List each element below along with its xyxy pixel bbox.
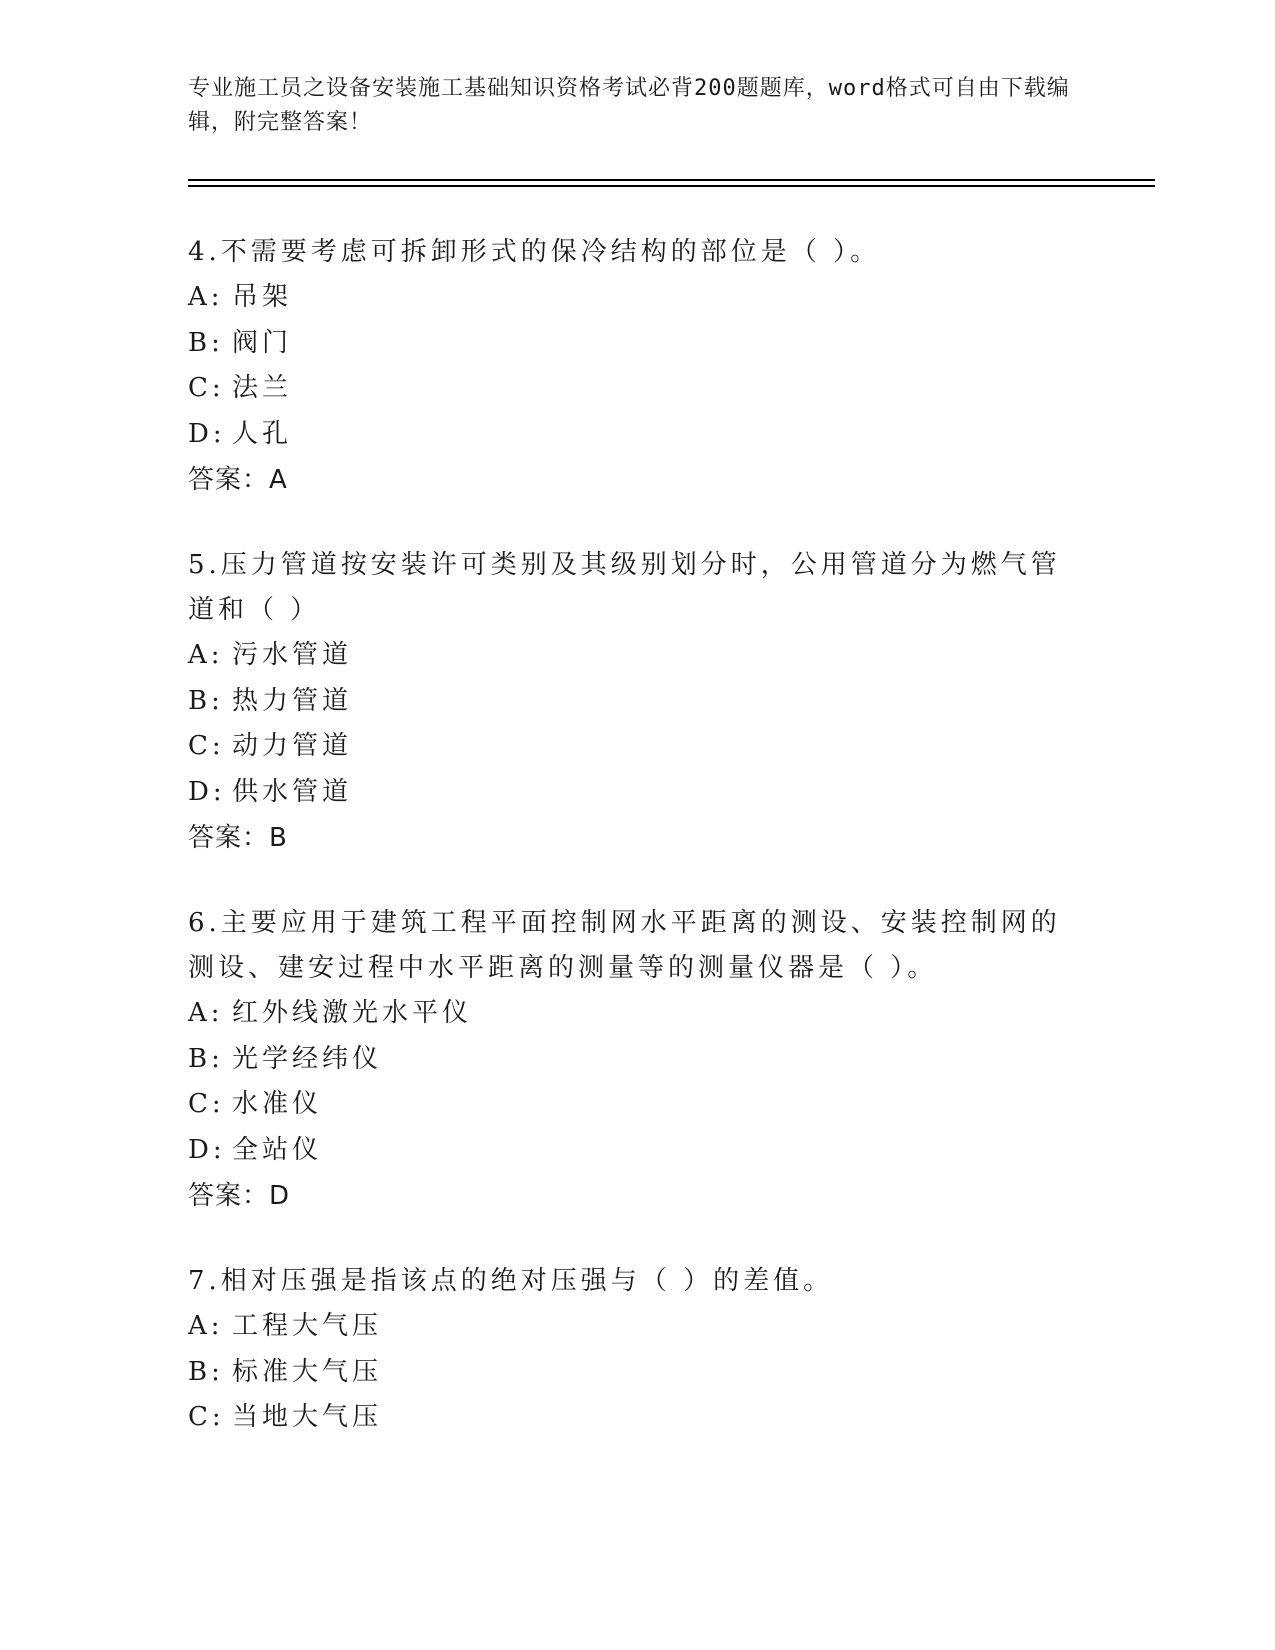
option-a (188, 275, 1088, 321)
option-d (188, 412, 1088, 458)
option-letter: D: (188, 418, 226, 449)
option-text: 人孔 (232, 418, 293, 449)
option-text: 水准仪 (232, 1089, 323, 1119)
option-text: 吊架 (232, 282, 293, 312)
option-letter: C: (188, 373, 225, 403)
option-b (188, 1350, 1088, 1396)
option-text: 当地大气压 (232, 1402, 383, 1432)
question-list (188, 230, 1088, 1481)
option-letter: A: (188, 998, 224, 1028)
option-text: 工程大气压 (232, 1311, 383, 1341)
answer-line: 答案：A (188, 465, 288, 495)
question-6 (188, 901, 1088, 1219)
option-letter: C: (188, 1089, 225, 1119)
document-header: 专业施工员之设备安装施工基础知识资格考试必背200题题库，word格式可自由下载编辑，附完整答案！ (188, 76, 1070, 135)
option-a (188, 633, 1088, 679)
option-c (188, 724, 1088, 770)
option-c (188, 1395, 1088, 1441)
header-rule-bottom (188, 185, 1155, 187)
option-letter: B: (188, 327, 224, 358)
option-text: 供水管道 (232, 776, 353, 807)
option-a (188, 991, 1088, 1037)
option-text: 光学经纬仪 (232, 1043, 383, 1074)
option-text: 污水管道 (232, 640, 353, 670)
option-b (188, 321, 1088, 367)
option-b (188, 1037, 1088, 1083)
option-d (188, 1128, 1088, 1174)
option-letter: D: (188, 776, 226, 807)
question-7 (188, 1259, 1088, 1441)
question-stem: 5.压力管道按安装许可类别及其级别划分时，公用管道分为燃气管道和（ ） (188, 550, 1061, 625)
option-letter: D: (188, 1134, 226, 1165)
option-text: 标准大气压 (232, 1356, 383, 1387)
answer-line: 答案：D (188, 1181, 291, 1211)
option-letter: A: (188, 640, 224, 670)
option-text: 法兰 (232, 373, 293, 403)
option-text: 动力管道 (232, 731, 353, 761)
option-text: 阀门 (232, 327, 293, 358)
question-4 (188, 230, 1088, 503)
option-a (188, 1304, 1088, 1350)
option-letter: B: (188, 685, 224, 716)
question-5 (188, 543, 1088, 861)
option-c (188, 366, 1088, 412)
option-b (188, 679, 1088, 725)
option-text: 全站仪 (232, 1134, 323, 1165)
option-d (188, 770, 1088, 816)
answer-line: 答案：B (188, 823, 288, 853)
option-letter: A: (188, 282, 224, 312)
option-letter: B: (188, 1043, 224, 1074)
option-letter: A: (188, 1311, 224, 1341)
question-stem: 7.相对压强是指该点的绝对压强与（ ）的差值。 (188, 1266, 834, 1296)
option-letter: B: (188, 1356, 224, 1387)
question-stem: 4.不需要考虑可拆卸形式的保冷结构的部位是（ ）。 (188, 237, 881, 267)
option-text: 热力管道 (232, 685, 353, 716)
option-letter: C: (188, 731, 225, 761)
option-c (188, 1082, 1088, 1128)
option-letter: C: (188, 1402, 225, 1432)
header-rule-top (188, 179, 1155, 181)
option-text: 红外线激光水平仪 (232, 998, 473, 1028)
question-stem: 6.主要应用于建筑工程平面控制网水平距离的测设、安装控制网的测设、建安过程中水平距离的测量等的测量仪器是（ ）。 (188, 908, 1061, 983)
